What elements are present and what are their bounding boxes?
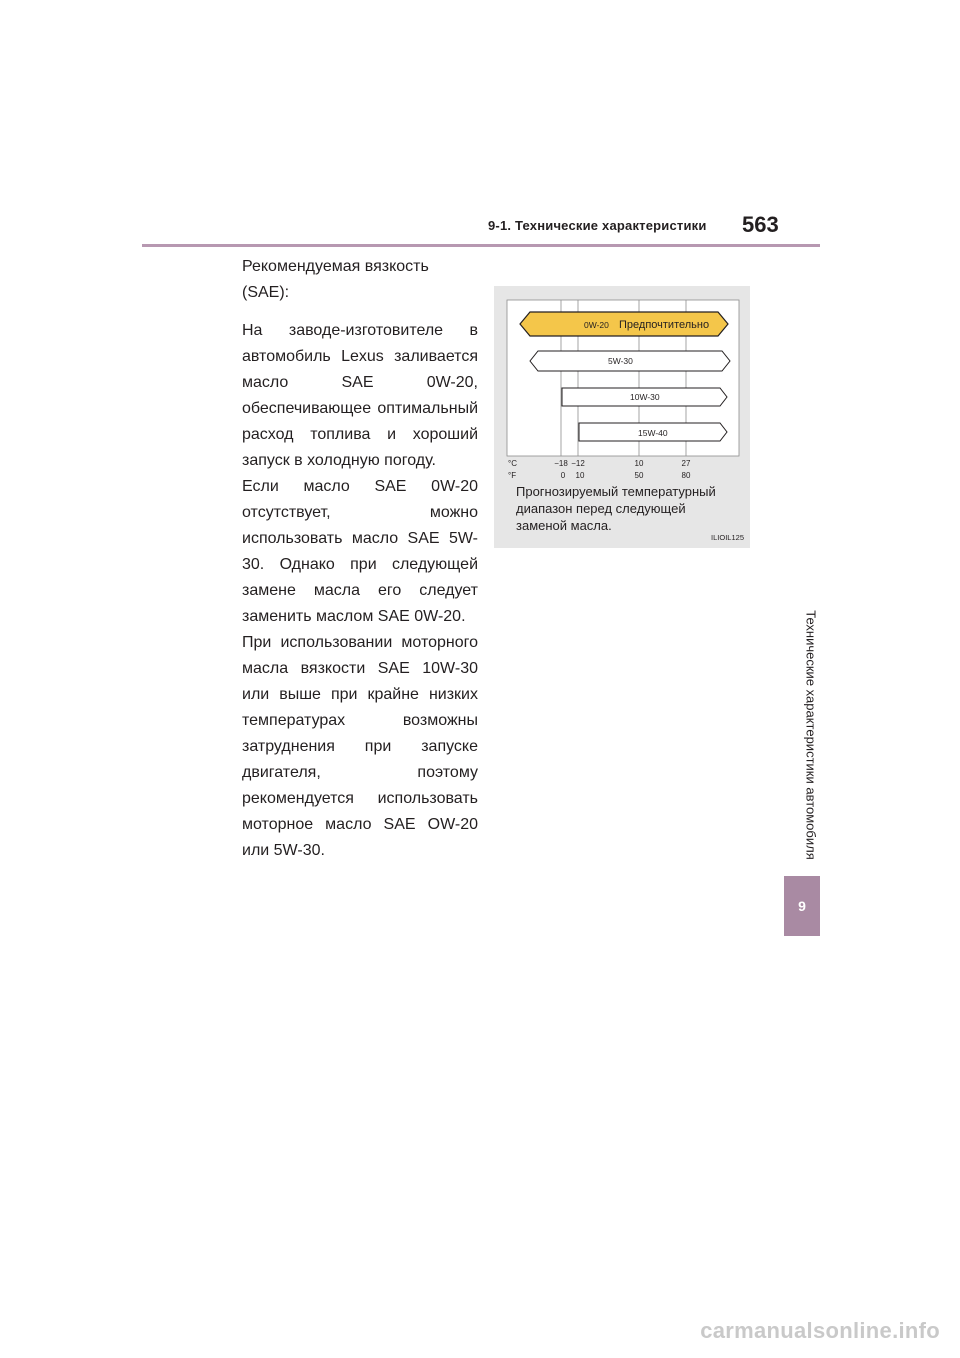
celsius-unit: °C: [508, 459, 517, 468]
fahrenheit-tick: 0: [560, 471, 566, 480]
fahrenheit-tick: 80: [681, 471, 691, 480]
grade-label-5w30: 5W-30: [608, 356, 633, 366]
watermark: carmanualsonline.info: [700, 1318, 940, 1343]
side-tab-title: [803, 595, 819, 875]
viscosity-heading: Рекомендуемая вязкость (SAE):: [242, 258, 429, 301]
chapter-tab[interactable]: 9: [784, 876, 820, 936]
grade-label-0w20: 0W-20: [584, 320, 609, 330]
celsius-tick: −12: [571, 459, 585, 468]
viscosity-figure: [494, 286, 750, 548]
celsius-tick: −18: [554, 459, 568, 468]
fahrenheit-tick: 10: [575, 471, 585, 480]
paragraph-alternative: Если масло SAE 0W-20 отсутствует, можно использовать масло SAE 5W-30. Однако при следующей замене масла его следует заменить маслом SAE 0W-20.: [242, 478, 478, 625]
side-tab-title-text: Технические характеристики автомобиля: [803, 610, 819, 860]
header-divider: [142, 244, 820, 247]
grade-label-10w30: 10W-30: [630, 392, 660, 402]
celsius-tick: 10: [634, 459, 644, 468]
section-title: 9-1. Технические характеристики: [488, 218, 707, 233]
main-text: [242, 254, 478, 864]
preferred-label: Предпочтительно: [619, 319, 710, 331]
paragraph-cold-start: При использовании моторного масла вязкости SAE 10W-30 или выше при крайне низких температурах возможны затруднения при запуске двигателя, поэтому рекомендуется использовать моторное масло SAE OW-20 или 5W-30.: [242, 634, 478, 859]
figure-code: ILIOIL125: [711, 533, 744, 542]
figure-caption: Прогнозируемый температурный диапазон перед следующей заменой масла.: [516, 484, 716, 533]
paragraph-factory-fill: На заводе-изготовителе в автомобиль Lexus заливается масло SAE 0W-20, обеспечивающее оптимальный расход топлива и хороший запуск в холодную погоду.: [242, 322, 478, 469]
grade-label-15w40: 15W-40: [638, 428, 668, 438]
fahrenheit-unit: °F: [508, 471, 517, 480]
fahrenheit-tick: 50: [634, 471, 644, 480]
page-number: 563: [742, 212, 779, 237]
celsius-tick: 27: [681, 459, 691, 468]
